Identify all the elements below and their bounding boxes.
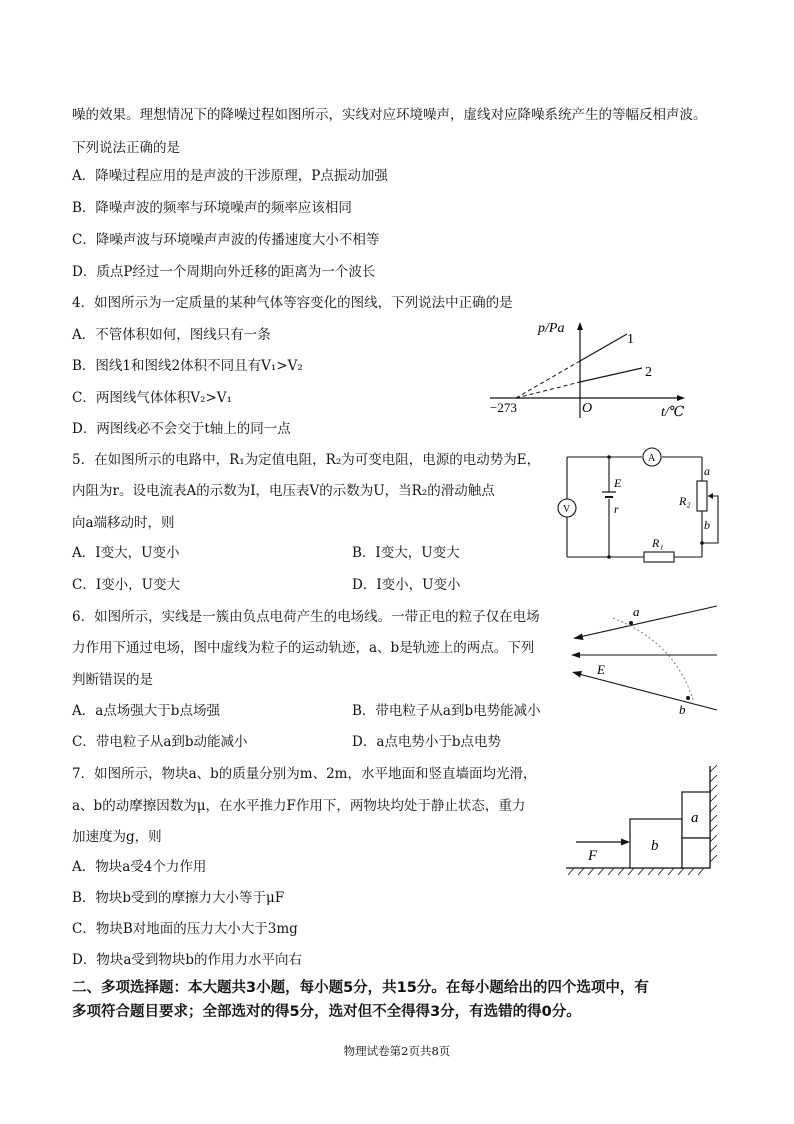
section-2-line-1: 二、多项选择题：本大题共3小题，每小题5分，共15分。在每小题给出的四个选项中，有 [72, 980, 649, 996]
r2-end-b-label: b [704, 518, 710, 532]
q6-option-c: C．带电粒子从a到b动能减小 [72, 734, 248, 750]
q6-option-a: A．a点场强大于b点场强 [72, 703, 220, 719]
q3-option-d: D．质点P经过一个周期向外迁移的距离为一个波长 [72, 264, 376, 280]
field-line-middle-arrow [571, 652, 580, 658]
q4-option-b: B．图线1和图线2体积不同且有V₁>V₂ [72, 358, 303, 374]
q6-field-figure [565, 602, 725, 720]
intro-line-1: 噪的效果。理想情况下的降噪过程如图所示，实线对应环境噪声，虚线对应降噪系统产生的等幅反相声波。 [72, 107, 707, 123]
t-axis-arrow [677, 395, 685, 401]
block-b-label: b [651, 838, 659, 854]
q5-option-c: C．I变小，U变大 [72, 577, 181, 593]
junction-bottom [607, 555, 611, 559]
junction-slider [700, 541, 704, 545]
block-a-label: a [691, 810, 699, 826]
q7-stem-3: 加速度为g，则 [72, 829, 162, 845]
q5-option-a: A．I变大，U变小 [72, 545, 180, 561]
r1-label: R₁ [652, 536, 664, 550]
q7-stem-1: 7．如图所示，物块a、b的质量分别为m、2m，水平地面和竖直墙面均光滑， [72, 766, 537, 782]
force-label: F [588, 848, 598, 864]
resistor-r1 [644, 552, 674, 562]
line1-extension [516, 361, 580, 398]
intro-line-2: 下列说法正确的是 [72, 140, 180, 156]
p-axis-label: p/Pa [538, 321, 565, 336]
block-support [682, 838, 710, 868]
field-line-bottom [575, 673, 717, 710]
r2-end-a-label: a [704, 464, 710, 478]
t-axis-label: t/℃ [661, 405, 685, 420]
q6-stem-3: 判断错误的是 [72, 672, 153, 688]
q7-option-b: B．物块b受到的摩擦力大小等于μF [72, 890, 285, 906]
q6-stem-2: 力作用下通过电场，图中虚线为粒子的运动轨迹，a、b是轨迹上的两点。下列 [72, 640, 535, 656]
point-b [686, 696, 690, 700]
page-footer: 物理试卷第2页共8页 [343, 1044, 451, 1058]
point-a [629, 621, 633, 625]
q4-figure [480, 318, 700, 428]
q3-option-c: C．降噪声波与环境噪声声波的传播速度大小不相等 [72, 232, 380, 248]
origin-label: O [582, 401, 593, 416]
q5-stem-1: 5．在如图所示的电路中，R₁为定值电阻，R₂为可变电阻，电源的电动势为E， [72, 452, 541, 468]
q5-option-b: B．I变大，U变大 [352, 545, 460, 561]
resistor-r2 [697, 481, 707, 511]
q4-stem: 4．如图所示为一定质量的某种气体等容变化的图线，下列说法中正确的是 [72, 295, 513, 311]
intercept-label: −273 [490, 400, 517, 415]
line-2-label: 2 [645, 365, 652, 380]
q7-blocks-figure [560, 762, 730, 880]
slider-arrow [708, 493, 713, 499]
section-2-line-2: 多项符合题目要求；全部选对的得5分，选对但不全得得3分，有选错的得0分。 [72, 1004, 581, 1020]
q4-option-c: C．两图线气体体积V₂>V₁ [72, 390, 232, 406]
particle-trajectory [613, 618, 693, 700]
voltmeter-label: V [563, 504, 571, 515]
q5-stem-2: 内阻为r。设电流表A的示数为I，电压表V的示数为U，当R₂的滑动触点 [72, 483, 495, 499]
q3-option-b: B．降噪声波的频率与环境噪声的频率应该相同 [72, 200, 352, 216]
force-arrowhead [621, 839, 630, 846]
q6-option-b: B．带电粒子从a到b电势能减小 [352, 703, 541, 719]
junction-top [607, 455, 611, 459]
line-1-label: 1 [627, 332, 634, 347]
q6-option-d: D．a点电势小于b点电势 [352, 734, 502, 750]
q7-option-a: A．物块a受4个力作用 [72, 859, 207, 875]
wall-hatching [710, 765, 717, 862]
emf-label: E [614, 476, 622, 490]
q6-stem-1: 6．如图所示，实线是一簇由负点电荷产生的电场线。一带正电的粒子仅在电场 [72, 609, 540, 625]
ground-hatching [568, 868, 704, 875]
internal-resistance-label: r [614, 502, 619, 516]
point-b-label: b [679, 702, 686, 717]
q7-stem-2: a、b的动摩擦因数为μ，在水平推力F作用下，两物块均处于静止状态，重力 [72, 798, 526, 814]
line-2 [580, 368, 642, 382]
q7-option-c: C．物块B对地面的压力大小大于3mg [72, 921, 298, 937]
q3-option-a: A．降噪过程应用的是声波的干涉原理，P点振动加强 [72, 168, 388, 184]
q5-option-d: D．I变小，U变小 [352, 577, 461, 593]
q4-option-a: A．不管体积如何，图线只有一条 [72, 327, 271, 343]
q5-circuit-figure [552, 447, 732, 567]
field-label: E [597, 662, 605, 677]
field-line-top [575, 606, 717, 638]
q5-stem-3: 向a端移动时，则 [72, 515, 175, 531]
p-axis-arrow [577, 322, 583, 330]
field-line-bottom-arrow [572, 671, 582, 678]
line2-extension [516, 382, 580, 398]
point-a-label: a [633, 604, 640, 619]
q7-option-d: D．物块a受到物块b的作用力水平向右 [72, 952, 303, 968]
field-line-top-arrow [573, 634, 584, 641]
q4-option-d: D．两图线必不会交于t轴上的同一点 [72, 421, 291, 437]
r2-label: R₂ [679, 494, 691, 508]
ammeter-label: A [648, 453, 656, 464]
line-1 [580, 334, 627, 361]
